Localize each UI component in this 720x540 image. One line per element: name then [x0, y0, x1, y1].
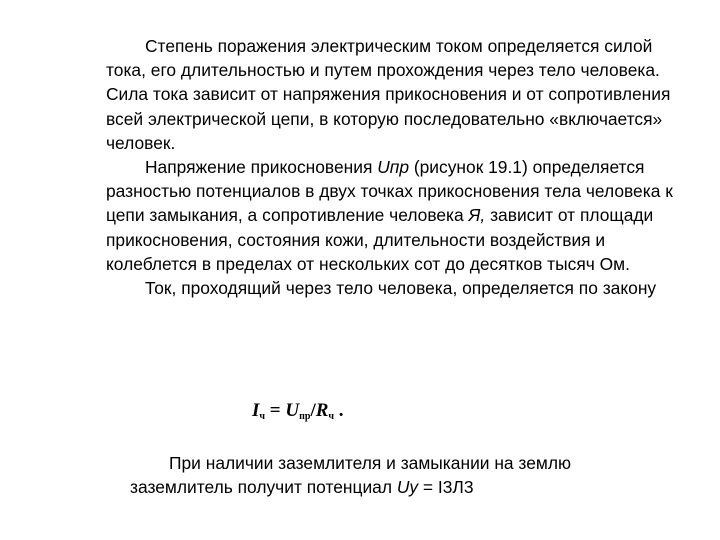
formula-equals: = — [265, 400, 286, 421]
formula-voltage: U — [285, 400, 300, 421]
formula-current: I — [252, 400, 260, 421]
paragraph-2-text-a: Напряжение прикосновения — [145, 157, 378, 178]
paragraph-1 — [106, 34, 676, 155]
paragraph-2-text-b: (рисунок 19.1) определяется разностью потенциалов в двух точках прикосновения тела человека к цепи замыкания, а сопротивление человека — [106, 157, 673, 226]
touch-voltage-symbol: Uпр — [377, 157, 410, 178]
current-formula — [252, 400, 344, 422]
ground-potential-symbol: Uу — [396, 477, 419, 498]
paragraph-2-text-c: зависит от площади прикосновения, состояния кожи, длительности воздействия и колеблется в пределах от нескольких сот до десятков тысяч Ом. — [106, 205, 654, 274]
bottom-text — [130, 451, 670, 499]
formula-tail: . — [334, 400, 344, 421]
formula-resistance-sub: ч — [328, 411, 335, 422]
paragraph-4-prefix: При наличии заземлителя и замыкании на землю заземлитель получит потенциал — [130, 453, 572, 498]
formula-resistance: R — [315, 400, 329, 421]
formula-current-sub: ч — [259, 411, 266, 422]
paragraph-1-text: Степень поражения электрическим током определяется силой тока, его длительностью и путем прохождения через тело человека. Сила тока зависит от напряжения прикосновения и от сопротивления всей электрической цепи, в которую последовательно «включается» человек. — [106, 36, 671, 153]
resistance-symbol: Я, — [468, 205, 486, 226]
paragraph-4-suffix: = I3Л3 — [418, 477, 474, 498]
formula-slash: / — [310, 400, 316, 421]
formula-voltage-sub: пр — [299, 411, 311, 422]
paragraph-3 — [106, 276, 676, 300]
main-text — [106, 34, 676, 300]
paragraph-4 — [130, 451, 670, 499]
paragraph-3-text: Ток, проходящий через тело человека, определяется по закону — [145, 278, 657, 299]
paragraph-2 — [106, 155, 676, 276]
